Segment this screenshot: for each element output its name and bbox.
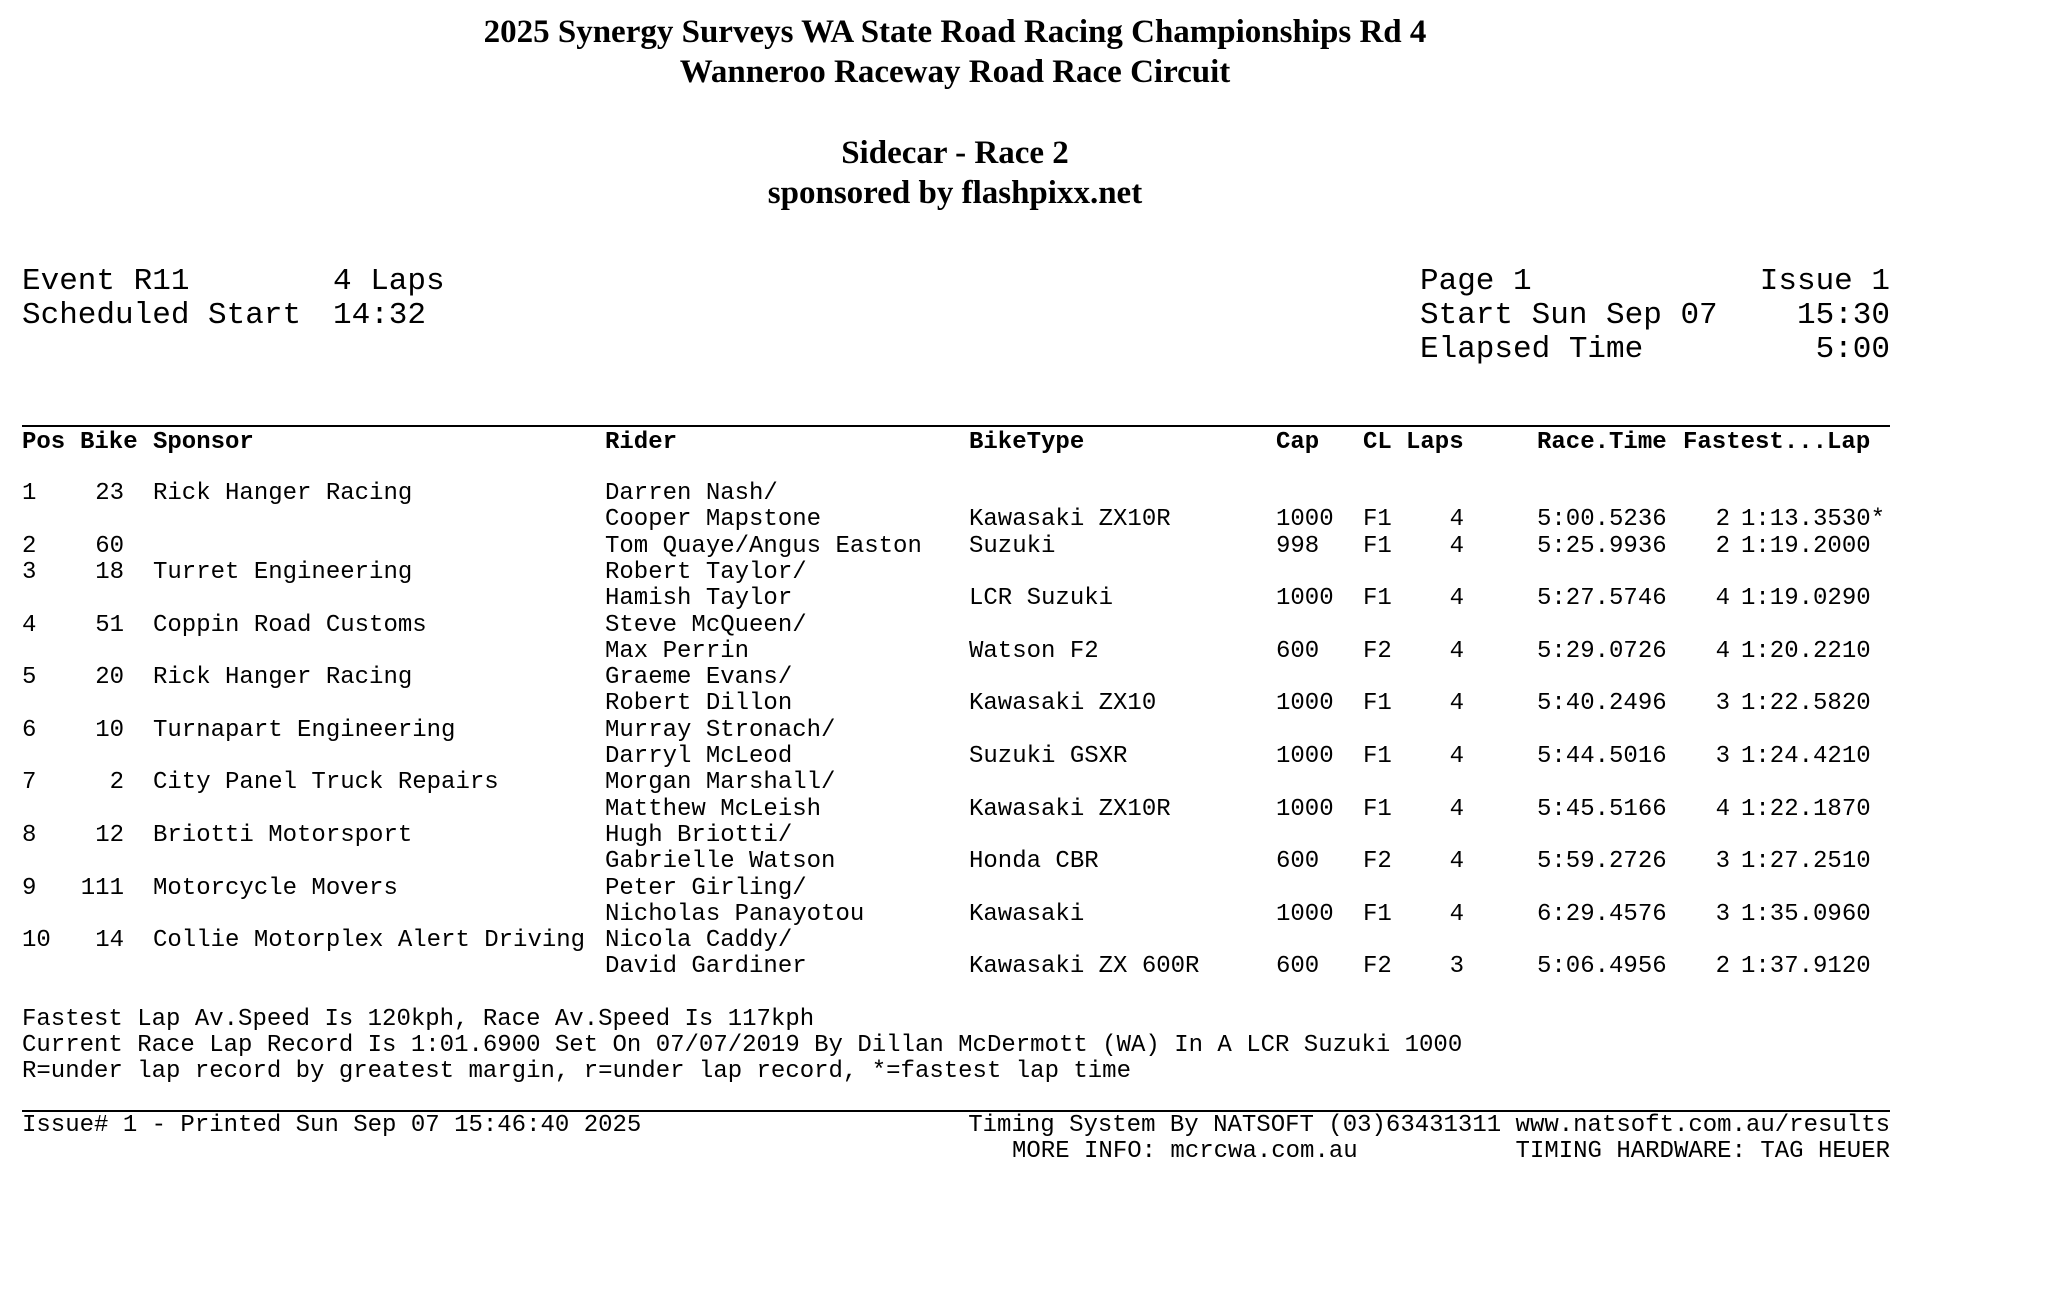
legend-note: R=under lap record by greatest margin, r=under lap record, *=fastest lap time xyxy=(22,1058,1131,1085)
cell-sponsor: Coppin Road Customs xyxy=(153,611,427,639)
cell-sponsor: Turret Engineering xyxy=(153,558,413,586)
cell-fastest-lap-time: 1:24.4210 xyxy=(1741,743,1871,770)
col-pos: Pos xyxy=(22,429,66,456)
cell-pos: 6 xyxy=(22,716,37,744)
timing-system: Timing System By NATSOFT (03)63431311 www.natsoft.com.au/results xyxy=(968,1112,1890,1139)
cell-fastest-lap-number: 3 xyxy=(1715,848,1730,876)
cell-cap: 1000 xyxy=(1276,743,1334,770)
laps-label: 4 Laps xyxy=(333,264,445,299)
cell-bike: 12 xyxy=(95,821,124,849)
cell-cap: 1000 xyxy=(1276,795,1334,823)
circuit-name: Wanneroo Raceway Road Race Circuit xyxy=(679,54,1231,90)
cell-rider: Hugh Briotti/ xyxy=(605,821,793,849)
cell-laps: 4 xyxy=(1449,690,1464,718)
cell-biketype: LCR Suzuki xyxy=(969,585,1114,613)
cell-rider: Robert Dillon xyxy=(605,690,793,718)
cell-laps: 4 xyxy=(1449,585,1464,613)
cell-cl: F2 xyxy=(1363,637,1392,665)
scheduled-start-time: 14:32 xyxy=(333,298,427,333)
cell-rider: David Gardiner xyxy=(605,953,807,981)
cell-fastest-lap-time: 1:13.3530* xyxy=(1741,506,1886,534)
cell-racetime: 5:45.5166 xyxy=(1537,795,1667,823)
cell-sponsor: Rick Hanger Racing xyxy=(153,480,413,507)
cell-biketype: Honda CBR xyxy=(969,848,1099,876)
cell-laps: 4 xyxy=(1449,900,1464,928)
col-bike: Bike xyxy=(80,429,138,456)
cell-bike: 51 xyxy=(95,611,124,639)
cell-rider: Robert Taylor/ xyxy=(605,558,807,586)
cell-fastest-lap-number: 2 xyxy=(1715,532,1730,560)
cell-fastest-lap-number: 4 xyxy=(1715,585,1730,613)
cell-pos: 10 xyxy=(22,927,51,955)
cell-rider: Murray Stronach/ xyxy=(605,716,836,744)
cell-biketype: Kawasaki xyxy=(969,900,1085,928)
cell-sponsor: City Panel Truck Repairs xyxy=(153,769,499,797)
cell-racetime: 5:00.5236 xyxy=(1537,506,1667,534)
cell-laps: 3 xyxy=(1449,953,1464,981)
lap-record-note: Current Race Lap Record Is 1:01.6900 Set On 07/07/2019 By Dillan McDermott (WA) In A LCR Suzuki 1000 xyxy=(22,1032,1463,1059)
cell-cap: 600 xyxy=(1276,848,1320,876)
cell-fastest-lap-time: 1:37.9120 xyxy=(1741,953,1871,981)
cell-racetime: 5:27.5746 xyxy=(1537,585,1667,613)
cell-sponsor: Briotti Motorsport xyxy=(153,821,413,849)
cell-rider: Tom Quaye/Angus Easton xyxy=(605,532,922,560)
cell-rider: Cooper Mapstone xyxy=(605,506,822,534)
cell-fastest-lap-time: 1:22.5820 xyxy=(1741,690,1871,718)
cell-biketype: Kawasaki ZX10 xyxy=(969,690,1157,718)
cell-racetime: 5:59.2726 xyxy=(1537,848,1667,876)
cell-fastest-lap-number: 3 xyxy=(1715,690,1730,718)
cell-rider: Darren Nash/ xyxy=(605,480,778,507)
cell-laps: 4 xyxy=(1449,532,1464,560)
scheduled-start-label: Scheduled Start xyxy=(22,298,302,333)
cell-cap: 600 xyxy=(1276,953,1320,981)
col-sponsor: Sponsor xyxy=(153,429,254,456)
cell-fastest-lap-time: 1:19.0290 xyxy=(1741,585,1871,613)
cell-laps: 4 xyxy=(1449,848,1464,876)
cell-fastest-lap-time: 1:20.2210 xyxy=(1741,637,1871,665)
col-rider: Rider xyxy=(605,429,678,456)
cell-fastest-lap-number: 2 xyxy=(1715,953,1730,981)
cell-bike: 111 xyxy=(80,874,124,902)
cell-bike: 18 xyxy=(95,558,124,586)
cell-cap: 998 xyxy=(1276,532,1320,560)
cell-racetime: 5:40.2496 xyxy=(1537,690,1667,718)
cell-pos: 8 xyxy=(22,821,37,849)
cell-cl: F1 xyxy=(1363,532,1392,560)
report-title: 2025 Synergy Surveys WA State Road Racing Championships Rd 4 xyxy=(483,14,1427,50)
cell-rider: Gabrielle Watson xyxy=(605,848,836,876)
cell-bike: 23 xyxy=(95,480,124,507)
cell-sponsor: Rick Hanger Racing xyxy=(153,664,413,692)
cell-bike: 14 xyxy=(95,927,124,955)
cell-bike: 60 xyxy=(95,532,124,560)
cell-cl: F1 xyxy=(1363,900,1392,928)
cell-rider: Nicola Caddy/ xyxy=(605,927,793,955)
cell-biketype: Suzuki GSXR xyxy=(969,743,1128,770)
event-label: Event R11 xyxy=(22,264,190,299)
col-laps: Laps xyxy=(1406,429,1464,456)
cell-fastest-lap-time: 1:22.1870 xyxy=(1741,795,1871,823)
cell-bike: 10 xyxy=(95,716,124,744)
cell-fastest-lap-number: 2 xyxy=(1715,506,1730,534)
cell-rider: Hamish Taylor xyxy=(605,585,793,613)
cell-racetime: 5:06.4956 xyxy=(1537,953,1667,981)
cell-bike: 20 xyxy=(95,664,124,692)
race-sponsor: sponsored by flashpixx.net xyxy=(767,175,1143,211)
col-fastest-lap: Fastest...Lap xyxy=(1683,429,1871,456)
page-label: Page 1 xyxy=(1420,264,1532,299)
cell-laps: 4 xyxy=(1449,506,1464,534)
race-name: Sidecar - Race 2 xyxy=(841,135,1069,171)
cell-cap: 1000 xyxy=(1276,900,1334,928)
cell-fastest-lap-number: 4 xyxy=(1715,637,1730,665)
cell-cl: F2 xyxy=(1363,848,1392,876)
cell-fastest-lap-number: 4 xyxy=(1715,795,1730,823)
cell-biketype: Kawasaki ZX10R xyxy=(969,795,1171,823)
cell-pos: 4 xyxy=(22,611,37,639)
cell-laps: 4 xyxy=(1449,637,1464,665)
cell-rider: Graeme Evans/ xyxy=(605,664,793,692)
cell-rider: Nicholas Panayotou xyxy=(605,900,865,928)
cell-fastest-lap-number: 3 xyxy=(1715,743,1730,770)
cell-laps: 4 xyxy=(1449,795,1464,823)
cell-cl: F2 xyxy=(1363,953,1392,981)
cell-pos: 9 xyxy=(22,874,37,902)
cell-rider: Max Perrin xyxy=(605,637,750,665)
cell-racetime: 5:44.5016 xyxy=(1537,743,1667,770)
cell-rider: Morgan Marshall/ xyxy=(605,769,836,797)
col-cl: CL xyxy=(1363,429,1392,456)
cell-biketype: Kawasaki ZX 600R xyxy=(969,953,1200,981)
cell-pos: 1 xyxy=(22,480,37,507)
cell-rider: Peter Girling/ xyxy=(605,874,807,902)
elapsed-label: Elapsed Time xyxy=(1420,332,1644,367)
cell-cl: F1 xyxy=(1363,743,1392,770)
cell-racetime: 5:25.9936 xyxy=(1537,532,1667,560)
cell-pos: 7 xyxy=(22,769,37,797)
start-time: 15:30 xyxy=(1796,298,1890,333)
issue-label: Issue 1 xyxy=(1759,264,1890,299)
cell-cap: 1000 xyxy=(1276,585,1334,613)
cell-racetime: 5:29.0726 xyxy=(1537,637,1667,665)
cell-cap: 1000 xyxy=(1276,506,1334,534)
cell-fastest-lap-number: 3 xyxy=(1715,900,1730,928)
cell-pos: 2 xyxy=(22,532,37,560)
cell-cl: F1 xyxy=(1363,795,1392,823)
start-label: Start Sun Sep 07 xyxy=(1420,298,1718,333)
timing-hardware: TIMING HARDWARE: TAG HEUER xyxy=(1515,1138,1890,1165)
cell-pos: 5 xyxy=(22,664,37,692)
speed-note: Fastest Lap Av.Speed Is 120kph, Race Av.Speed Is 117kph xyxy=(22,1006,815,1033)
cell-laps: 4 xyxy=(1449,743,1464,770)
cell-rider: Steve McQueen/ xyxy=(605,611,807,639)
more-info: MORE INFO: mcrcwa.com.au xyxy=(1012,1138,1358,1165)
cell-biketype: Suzuki xyxy=(969,532,1056,560)
cell-rider: Matthew McLeish xyxy=(605,795,822,823)
cell-sponsor: Turnapart Engineering xyxy=(153,716,456,744)
header-rule xyxy=(22,425,1890,427)
cell-cl: F1 xyxy=(1363,506,1392,534)
cell-fastest-lap-time: 1:19.2000 xyxy=(1741,532,1871,560)
col-racetime: Race.Time xyxy=(1537,429,1667,456)
cell-cap: 1000 xyxy=(1276,690,1334,718)
issue-printed: Issue# 1 - Printed Sun Sep 07 15:46:40 2025 xyxy=(22,1112,642,1139)
col-biketype: BikeType xyxy=(969,429,1085,456)
cell-cl: F1 xyxy=(1363,690,1392,718)
cell-bike: 2 xyxy=(109,769,124,797)
cell-fastest-lap-time: 1:27.2510 xyxy=(1741,848,1871,876)
cell-biketype: Kawasaki ZX10R xyxy=(969,506,1171,534)
cell-cap: 600 xyxy=(1276,637,1320,665)
cell-biketype: Watson F2 xyxy=(969,637,1099,665)
cell-sponsor: Motorcycle Movers xyxy=(153,874,398,902)
cell-rider: Darryl McLeod xyxy=(605,743,793,770)
cell-fastest-lap-time: 1:35.0960 xyxy=(1741,900,1871,928)
elapsed-value: 5:00 xyxy=(1815,332,1890,367)
col-cap: Cap xyxy=(1276,429,1320,456)
cell-pos: 3 xyxy=(22,558,37,586)
cell-sponsor: Collie Motorplex Alert Driving xyxy=(153,927,586,955)
cell-cl: F1 xyxy=(1363,585,1392,613)
cell-racetime: 6:29.4576 xyxy=(1537,900,1667,928)
